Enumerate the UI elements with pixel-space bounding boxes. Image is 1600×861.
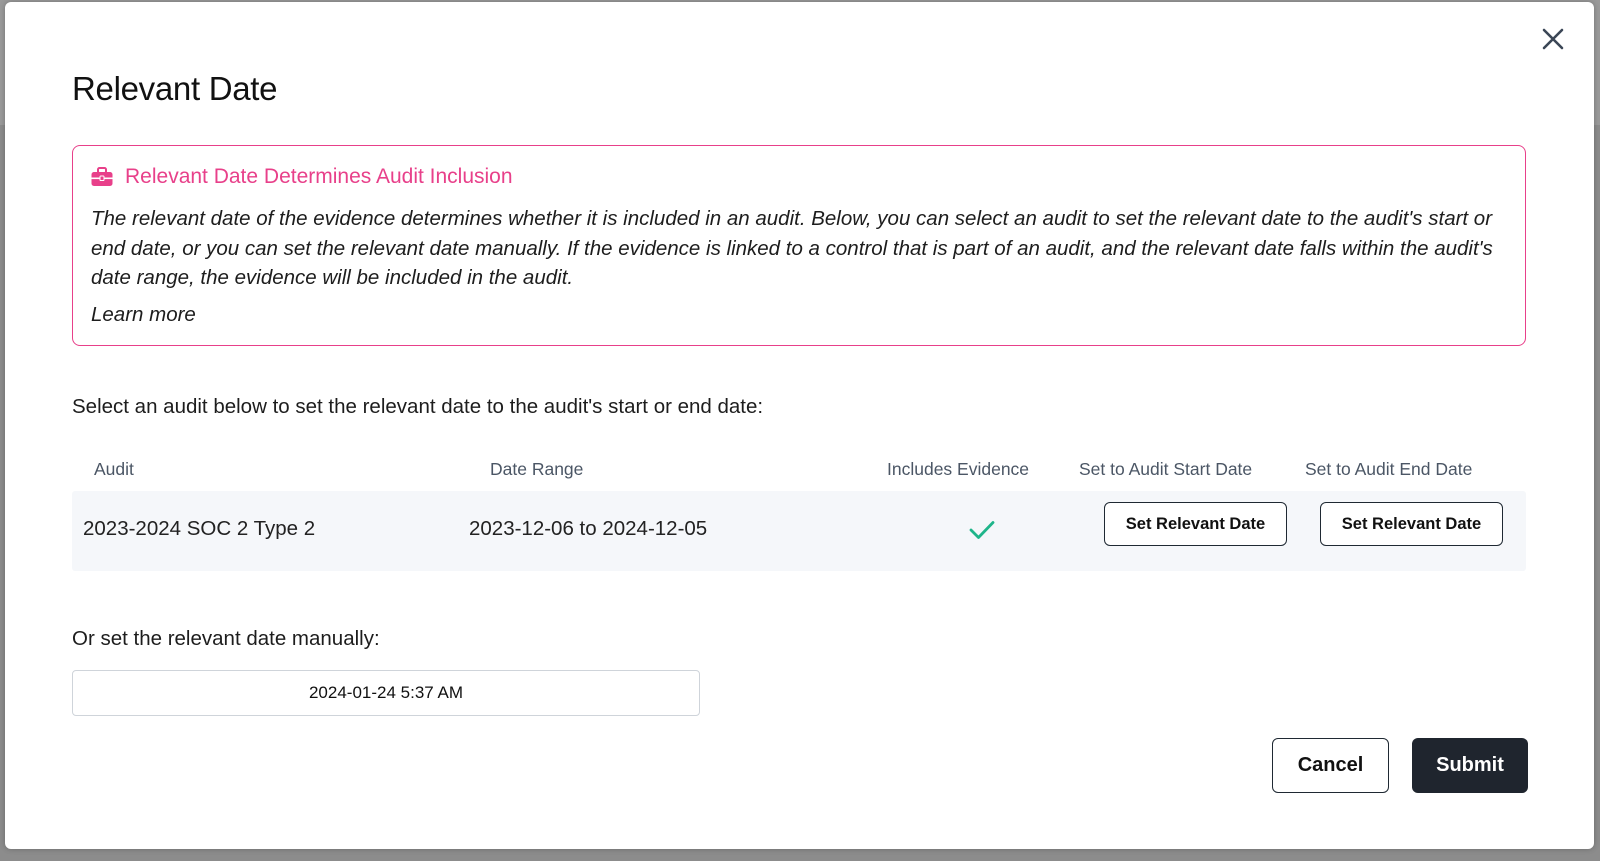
learn-more-link[interactable]: Learn more (91, 302, 196, 326)
checkmark-icon (969, 520, 995, 540)
manual-date-label: Or set the relevant date manually: (72, 627, 380, 650)
info-callout (72, 145, 1526, 346)
audit-name: 2023-2024 SOC 2 Type 2 (83, 517, 316, 540)
column-header-end-date: Set to Audit End Date (1305, 459, 1473, 479)
audit-date-range: 2023-12-06 to 2024-12-05 (469, 517, 708, 540)
table-row (72, 491, 1526, 571)
close-button[interactable] (1536, 22, 1570, 56)
briefcase-icon (91, 167, 113, 187)
set-end-date-button[interactable]: Set Relevant Date (1320, 502, 1503, 546)
callout-header (91, 162, 1507, 192)
dialog-title: Relevant Date (72, 70, 278, 107)
callout-body: The relevant date of the evidence determines whether it is included in an audit. Below, you can select an audit to set the relevant date to the audit's start or end date, or you can set the relevant date manually. If the evidence is linked to a control that is part of an audit, and the relevant date falls within the audit's date range, the evidence will be included in the audit. (91, 207, 1493, 289)
close-icon (1542, 28, 1564, 50)
relevant-date-input[interactable] (72, 670, 700, 716)
column-header-audit: Audit (94, 459, 134, 479)
column-header-start-date: Set to Audit Start Date (1079, 459, 1253, 479)
set-start-date-button[interactable]: Set Relevant Date (1104, 502, 1287, 546)
column-header-includes-evidence: Includes Evidence (887, 459, 1030, 479)
audit-select-label: Select an audit below to set the relevant date to the audit's start or end date: (72, 395, 764, 418)
callout-title: Relevant Date Determines Audit Inclusion (125, 165, 513, 188)
audit-table-header (72, 451, 1526, 491)
relevant-date-dialog (5, 2, 1594, 849)
audit-table (72, 451, 1526, 571)
column-header-date-range: Date Range (490, 459, 584, 479)
cancel-button[interactable]: Cancel (1272, 738, 1389, 793)
submit-button[interactable]: Submit (1412, 738, 1528, 793)
